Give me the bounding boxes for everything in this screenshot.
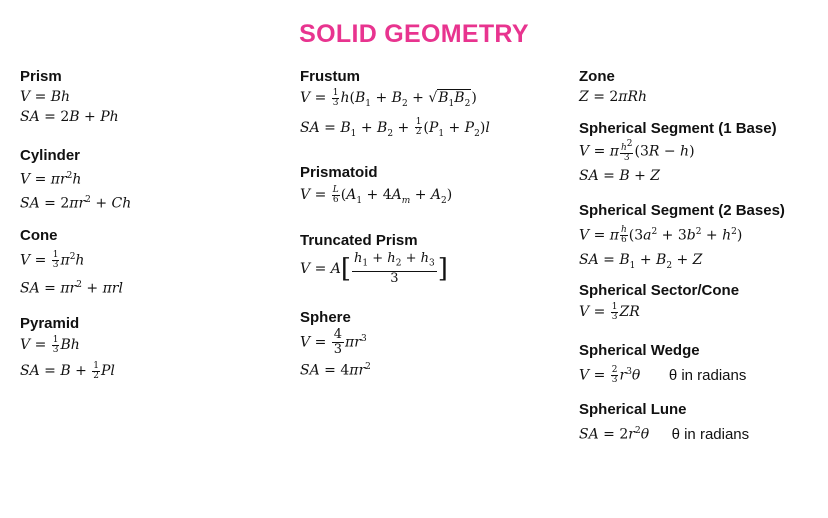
section-heading: Spherical Lune [579,401,687,418]
formula-zone: Z = 2πRh [579,89,648,105]
section-heading: Sphere [300,309,351,326]
section-prism [20,68,119,127]
section-heading: Pyramid [20,315,80,332]
section-sphere [300,309,371,381]
radians-note: θ in radians [671,425,750,443]
formula-surface-area: SA = $B_1 + B_2$ + $\frac{1}{2}$ $(P_1 + P_2)l$ [300,117,490,139]
section-heading: Prismatoid [300,164,378,181]
formula-surface-area: SA = B + Z [579,168,661,184]
section-spherical-wedge [579,342,746,386]
section-cone [20,227,123,298]
section-spherical-lune [579,401,749,445]
section-truncated-prism [300,232,448,286]
section-heading: Spherical Sector/Cone [579,282,740,299]
section-heading: Cylinder [20,147,81,164]
section-heading: Spherical Segment (2 Bases) [579,202,785,219]
formula-surface-area: SA = $2r^2\theta$ θ in radians [579,425,750,443]
formula-volume: V = Bh [20,89,71,105]
formula-volume: V = A[ $\frac{h_1 + h_2 + h_3}{3}$ ] [300,251,448,286]
formula-volume: V = $\frac{1}{3}$ $\pi^2h$ [20,250,85,271]
formula-volume: V = $\frac{2}{3}$ $r^3\theta$ θ in radians [579,365,747,386]
section-heading: Spherical Segment (1 Base) [579,120,777,137]
section-heading: Spherical Wedge [579,342,700,359]
formula-volume: V = $\frac{4}{3}$ $\pi r^3$ [300,327,367,357]
formula-volume: V = π $\frac{h}{6}$ $(3a^2 + 3b^2 + h^2)$ [579,225,743,246]
formula-volume: $V = \pi r^2h$ [20,171,82,188]
section-heading: Cone [20,227,58,244]
radians-note: θ in radians [668,366,747,384]
section-zone [579,68,647,107]
formula-volume: V = $\frac{1}{3}$ Bh [20,334,80,355]
section-spherical-segment-2-bases [579,202,785,275]
page-title: SOLID GEOMETRY [299,20,529,48]
formula-surface-area: SA = $B_1 + B_2 + Z$ [579,251,703,271]
section-heading: Frustum [300,68,360,85]
section-frustum [300,68,490,144]
section-heading: Zone [579,68,615,85]
section-pyramid [20,315,115,381]
formula-volume: V = $\frac{1}{3}$ ZR [579,301,640,322]
section-cylinder [20,147,131,213]
formula-surface-area: SA = $4\pi r^2$ [300,362,371,379]
formula-volume: V = π $\frac{h^2}{3}$ (3R − h) [579,139,695,163]
formula-surface-area: SA = 2B + Ph [20,109,119,125]
section-heading: Truncated Prism [300,232,418,249]
formula-surface-area: SA = $2\pi r^2 + Ch$ [20,194,132,212]
section-spherical-segment-1-base [579,120,777,186]
formula-surface-area: SA = $\pi r^2 + \pi rl$ [20,279,123,297]
formula-volume: V = $\frac{1}{3}$ $h(B_1 + B_2 + √B_1B_2)$ [300,87,477,109]
section-heading: Prism [20,68,62,85]
formula-volume: V = $\frac{L}{6}$ $(A_1 + 4A_m + A_2)$ [300,184,453,206]
section-spherical-sector-cone [579,282,739,322]
formula-surface-area: SA = B + $\frac{1}{2}$ Pl [20,360,115,381]
section-prismatoid [300,164,452,211]
